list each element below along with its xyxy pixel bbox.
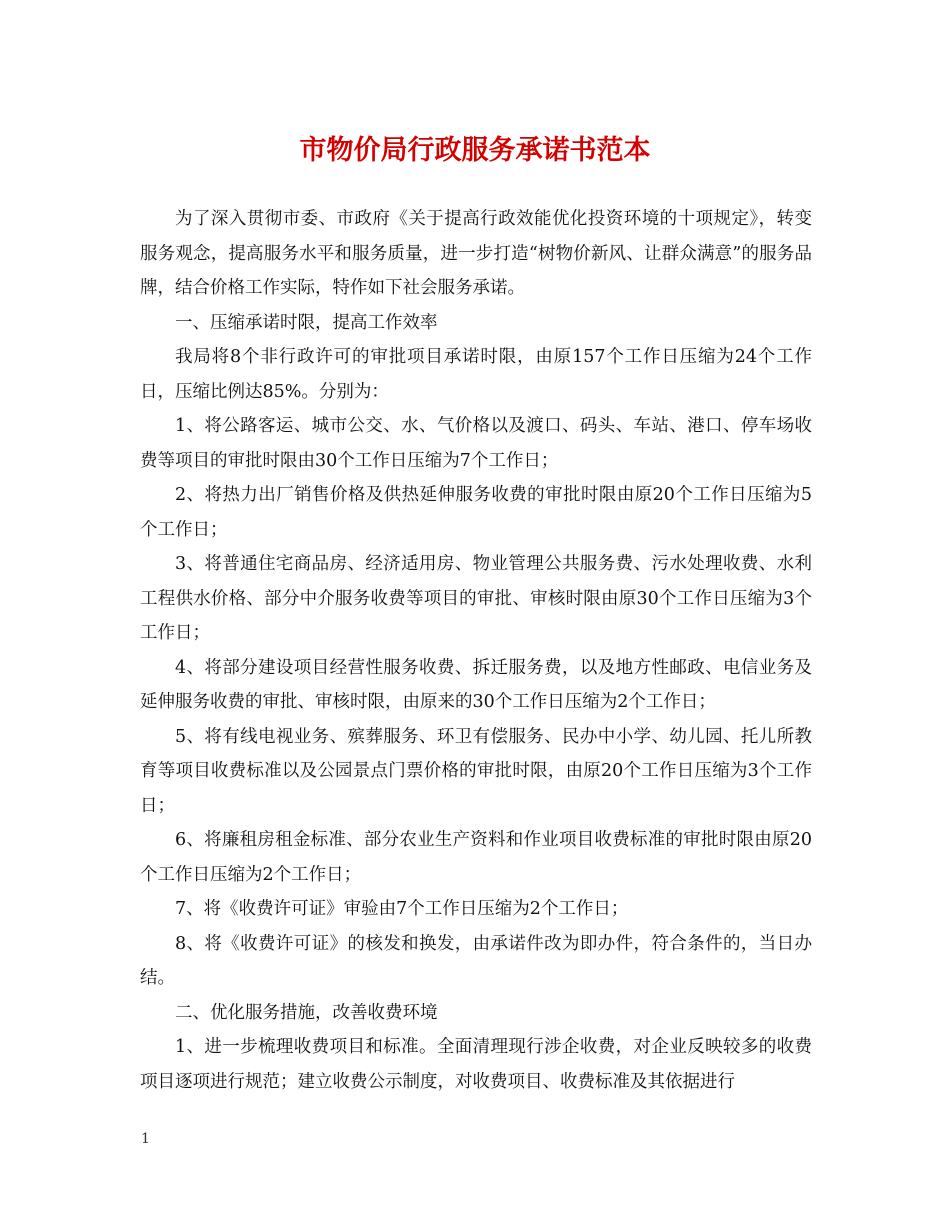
list-item: 3、将普通住宅商品房、经济适用房、物业管理公共服务费、污水处理收费、水利工程供水价格、部分中介服务收费等项目的审批、审核时限由原30个工作日压缩为3个工作日； (140, 554, 812, 643)
paragraph-intro: 为了深入贯彻市委、市政府《关于提高行政效能优化投资环境的十项规定》，转变服务观念，提高服务水平和服务质量，进一步打造“树物价新风、让群众满意”的服务品牌，结合价格工作实际，特作如下社会服务承诺。 (140, 209, 812, 298)
page-number: 1 (141, 1131, 150, 1147)
list-item: 4、将部分建设项目经营性服务收费、拆迁服务费，以及地方性邮政、电信业务及延伸服务收费的审批、审核时限，由原来的30个工作日压缩为2个工作日； (140, 657, 812, 712)
list-item: 8、将《收费许可证》的核发和换发，由承诺件改为即办件，符合条件的，当日办结。 (140, 933, 812, 988)
list-item: 7、将《收费许可证》审验由7个工作日压缩为2个工作日； (175, 899, 629, 919)
list-item: 1、将公路客运、城市公交、水、气价格以及渡口、码头、车站、港口、停车场收费等项目的审批时限由30个工作日压缩为7个工作日； (140, 416, 812, 471)
list-item: 5、将有线电视业务、殡葬服务、环卫有偿服务、民办中小学、幼儿园、托儿所教育等项目收费标准以及公园景点门票价格的审批时限，由原20个工作日压缩为3个工作日； (140, 726, 812, 816)
list-item: 6、将廉租房租金标准、部分农业生产资料和作业项目收费标准的审批时限由原20个工作日压缩为2个工作日； (140, 830, 812, 885)
document-body (140, 202, 812, 1099)
list-item: 1、进一步梳理收费项目和标准。全面清理现行涉企收费，对企业反映较多的收费项目逐项进行规范；建立收费公示制度，对收费项目、收费标准及其依据进行 (140, 1037, 812, 1092)
section-heading-2: 二、优化服务措施，改善收费环境 (175, 1002, 438, 1023)
document-title: 市物价局行政服务承诺书范本 (299, 135, 651, 166)
section-heading-1: 一、压缩承诺时限，提高工作效率 (175, 312, 438, 333)
paragraph: 我局将8个非行政许可的审批项目承诺时限，由原157个工作日压缩为24个工作日，压缩比例达85%。分别为： (140, 347, 812, 402)
list-item: 2、将热力出厂销售价格及供热延伸服务收费的审批时限由原20个工作日压缩为5个工作日； (140, 485, 812, 540)
